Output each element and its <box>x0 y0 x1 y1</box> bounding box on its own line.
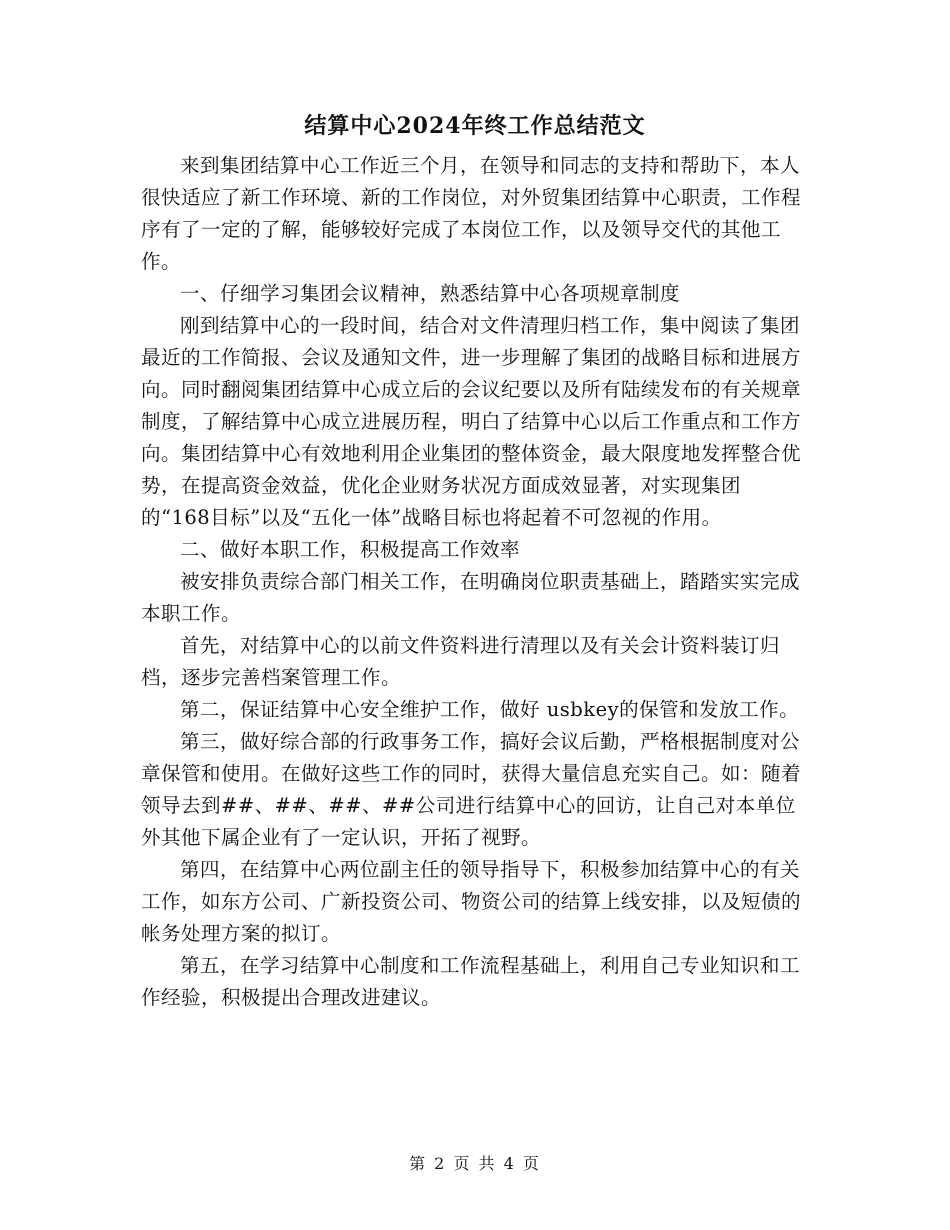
paragraph-second: 第二，保证结算中心安全维护工作，做好 usbkey的保管和发放工作。 <box>180 698 800 721</box>
section-heading-1: 一、仔细学习集团会议精神，熟悉结算中心各项规章制度 <box>180 282 681 305</box>
document-title: 结算中心2024年终工作总结范文 <box>304 113 646 139</box>
page-number-footer: 第 2 页 共 4 页 <box>409 1154 541 1173</box>
section-heading-2: 二、做好本职工作，积极提高工作效率 <box>180 538 521 561</box>
paragraph-section-1: 刚到结算中心的一段时间，结合对文件清理归档工作，集中阅读了集团最近的工作简报、会议及通知文件，进一步理解了集团的战略目标和进展方向。同时翻阅集团结算中心成立后的会议纪要以及所有陆续发布的有关规章制度，了解结算中心成立进展历程，明白了结算中心以后工作重点和工作方向。集团结算中心有效地利用企业集团的整体资金，最大限度地发挥整合优势，在提高资金效益，优化企业财务状况方面成效显著，对实现集团的“168目标”以及“五化一体”战略目标也将起着不可忽视的作用。 <box>141 314 802 529</box>
paragraph-first: 首先，对结算中心的以前文件资料进行清理以及有关会计资料装订归档，逐步完善档案管理工作。 <box>141 634 781 689</box>
paragraph-third: 第三，做好综合部的行政事务工作，搞好会议后勤，严格根据制度对公章保管和使用。在做好这些工作的同时，获得大量信息充实自己。如：随着领导去到##、##、##、##公司进行结算中心的回访，让自己对本单位外其他下属企业有了一定认识，开拓了视野。 <box>141 730 802 849</box>
document-body <box>141 150 809 1014</box>
paragraph-intro: 来到集团结算中心工作近三个月，在领导和同志的支持和帮助下，本人很快适应了新工作环境、新的工作岗位，对外贸集团结算中心职责，工作程序有了一定的了解，能够较好完成了本岗位工作，以及领导交代的其他工作。 <box>141 154 802 273</box>
paragraph-fifth: 第五，在学习结算中心制度和工作流程基础上，利用自己专业知识和工作经验，积极提出合理改进建议。 <box>141 954 801 1009</box>
paragraph-duty: 被安排负责综合部门相关工作，在明确岗位职责基础上，踏踏实实完成本职工作。 <box>141 570 801 625</box>
paragraph-fourth: 第四，在结算中心两位副主任的领导指导下，积极参加结算中心的有关工作，如东方公司、广新投资公司、物资公司的结算上线安排，以及短债的帐务处理方案的拟订。 <box>141 858 802 945</box>
